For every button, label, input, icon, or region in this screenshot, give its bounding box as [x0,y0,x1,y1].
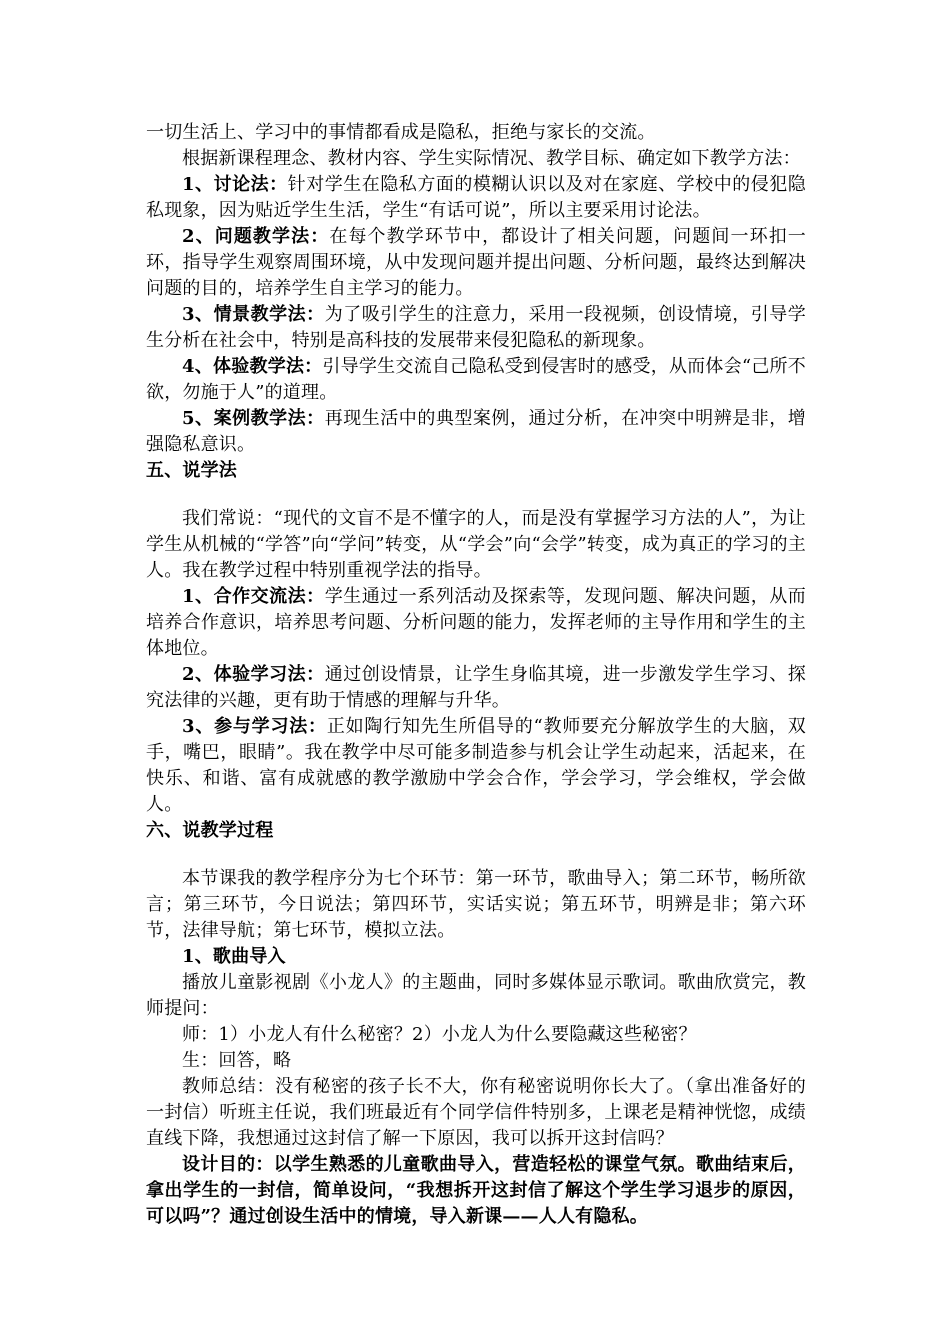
paragraph-song-play: 播放儿童影视剧《小龙人》的主题曲，同时多媒体显示歌词。歌曲欣赏完，教师提问： [146,972,806,1019]
study-label: 2、体验学习法： [182,664,325,685]
paragraph-teacher-summary: 教师总结：没有秘密的孩子长不大，你有秘密说明你长大了。（拿出准备好的一封信）听班主任说，我们班最近有个同学信件特别多，上课老是精神恍惚，成绩直线下降，我想通过这封信了解一下原因，我可以拆开这封信吗？ [146,1076,806,1149]
study-item-participation [146,714,806,818]
paragraph-design-purpose: 设计目的：以学生熟悉的儿童歌曲导入，营造轻松的课堂气氛。歌曲结束后，拿出学生的一封信，简单设问，“我想拆开这封信了解这个学生学习退步的原因，可以吗”？通过创设生活中的情境，导入新课——人人有隐私。 [146,1154,806,1227]
study-text: 通过创设情景，让学生身临其境，进一步激发学生学习、探究法律的兴趣，更有助于情感的理解与升华。 [146,664,807,711]
method-text: 引导学生交流自己隐私受到侵害时的感受，从而体会“己所不欲，勿施于人”的道理。 [146,356,806,403]
study-label: 1、合作交流法： [182,586,325,607]
method-item-experience [146,354,806,406]
section-heading-teaching-process: 六、说教学过程 [146,820,274,841]
paragraph-student-answer: 生：回答，略 [182,1050,292,1071]
method-text: 为了吸引学生的注意力，采用一段视频，创设情境，引导学生分析在社会中，特别是高科技的发展带来侵犯隐私的新现象。 [146,304,807,351]
paragraph-teacher-question: 师：1）小龙人有什么秘密？2）小龙人为什么要隐藏这些秘密？ [182,1024,697,1045]
paragraph-continuation: 一切生活上、学习中的事情都看成是隐私，拒绝与家长的交流。 [146,122,656,143]
study-text: 学生通过一系列活动及探索等，发现问题、解决问题，从而培养合作意识，培养思考问题、分析问题的能力，发挥老师的主导作用和学生的主体地位。 [146,586,807,659]
study-text: 正如陶行知先生所倡导的“教师要充分解放学生的大脑，双手，嘴巴，眼睛”。我在教学中尽可能多制造参与机会让学生动起来，活起来，在快乐、和谐、富有成就感的教学激励中学会合作，学会学习，学会维权，学会做人。 [146,716,806,815]
method-item-problem [146,224,806,302]
method-item-discussion [146,172,806,224]
method-label: 3、情景教学法： [182,304,325,325]
paragraph-process-overview: 本节课我的教学程序分为七个环节：第一环节，歌曲导入；第二环节，畅所欲言；第三环节，今日说法；第四环节，实话实说；第五环节，明辨是非；第六环节，法律导航；第七环节，模拟立法。 [146,868,806,941]
document-body [146,120,806,1230]
study-label: 3、参与学习法： [182,716,327,737]
method-item-case [146,406,806,458]
subheading-song-intro: 1、歌曲导入 [182,946,286,967]
method-label: 1、讨论法： [182,174,288,195]
study-item-experience [146,662,806,714]
section-heading-study-methods: 五、说学法 [146,460,237,481]
method-label: 5、案例教学法： [182,408,325,429]
method-label: 4、体验教学法： [182,356,323,377]
method-label: 2、问题教学法： [182,226,330,247]
method-text: 再现生活中的典型案例，通过分析，在冲突中明辨是非，增强隐私意识。 [146,408,807,455]
paragraph-methods-intro: 根据新课程理念、教材内容、学生实际情况、教学目标、确定如下教学方法： [182,148,801,169]
method-item-scenario [146,302,806,354]
method-text: 在每个教学环节中，都设计了相关问题，问题间一环扣一环，指导学生观察周围环境，从中发现问题并提出问题、分析问题，最终达到解决问题的目的，培养学生自主学习的能力。 [146,226,806,299]
method-text: 针对学生在隐私方面的模糊认识以及对在家庭、学校中的侵犯隐私现象，因为贴近学生生活，学生“有话可说”，所以主要采用讨论法。 [146,174,806,221]
study-item-cooperation [146,584,806,662]
paragraph-study-methods-intro: 我们常说：“现代的文盲不是不懂字的人，而是没有掌握学习方法的人”，为让学生从机械的“学答”向“学问”转变，从“学会”向“会学”转变，成为真正的学习的主人。我在教学过程中特别重视学法的指导。 [146,508,806,581]
